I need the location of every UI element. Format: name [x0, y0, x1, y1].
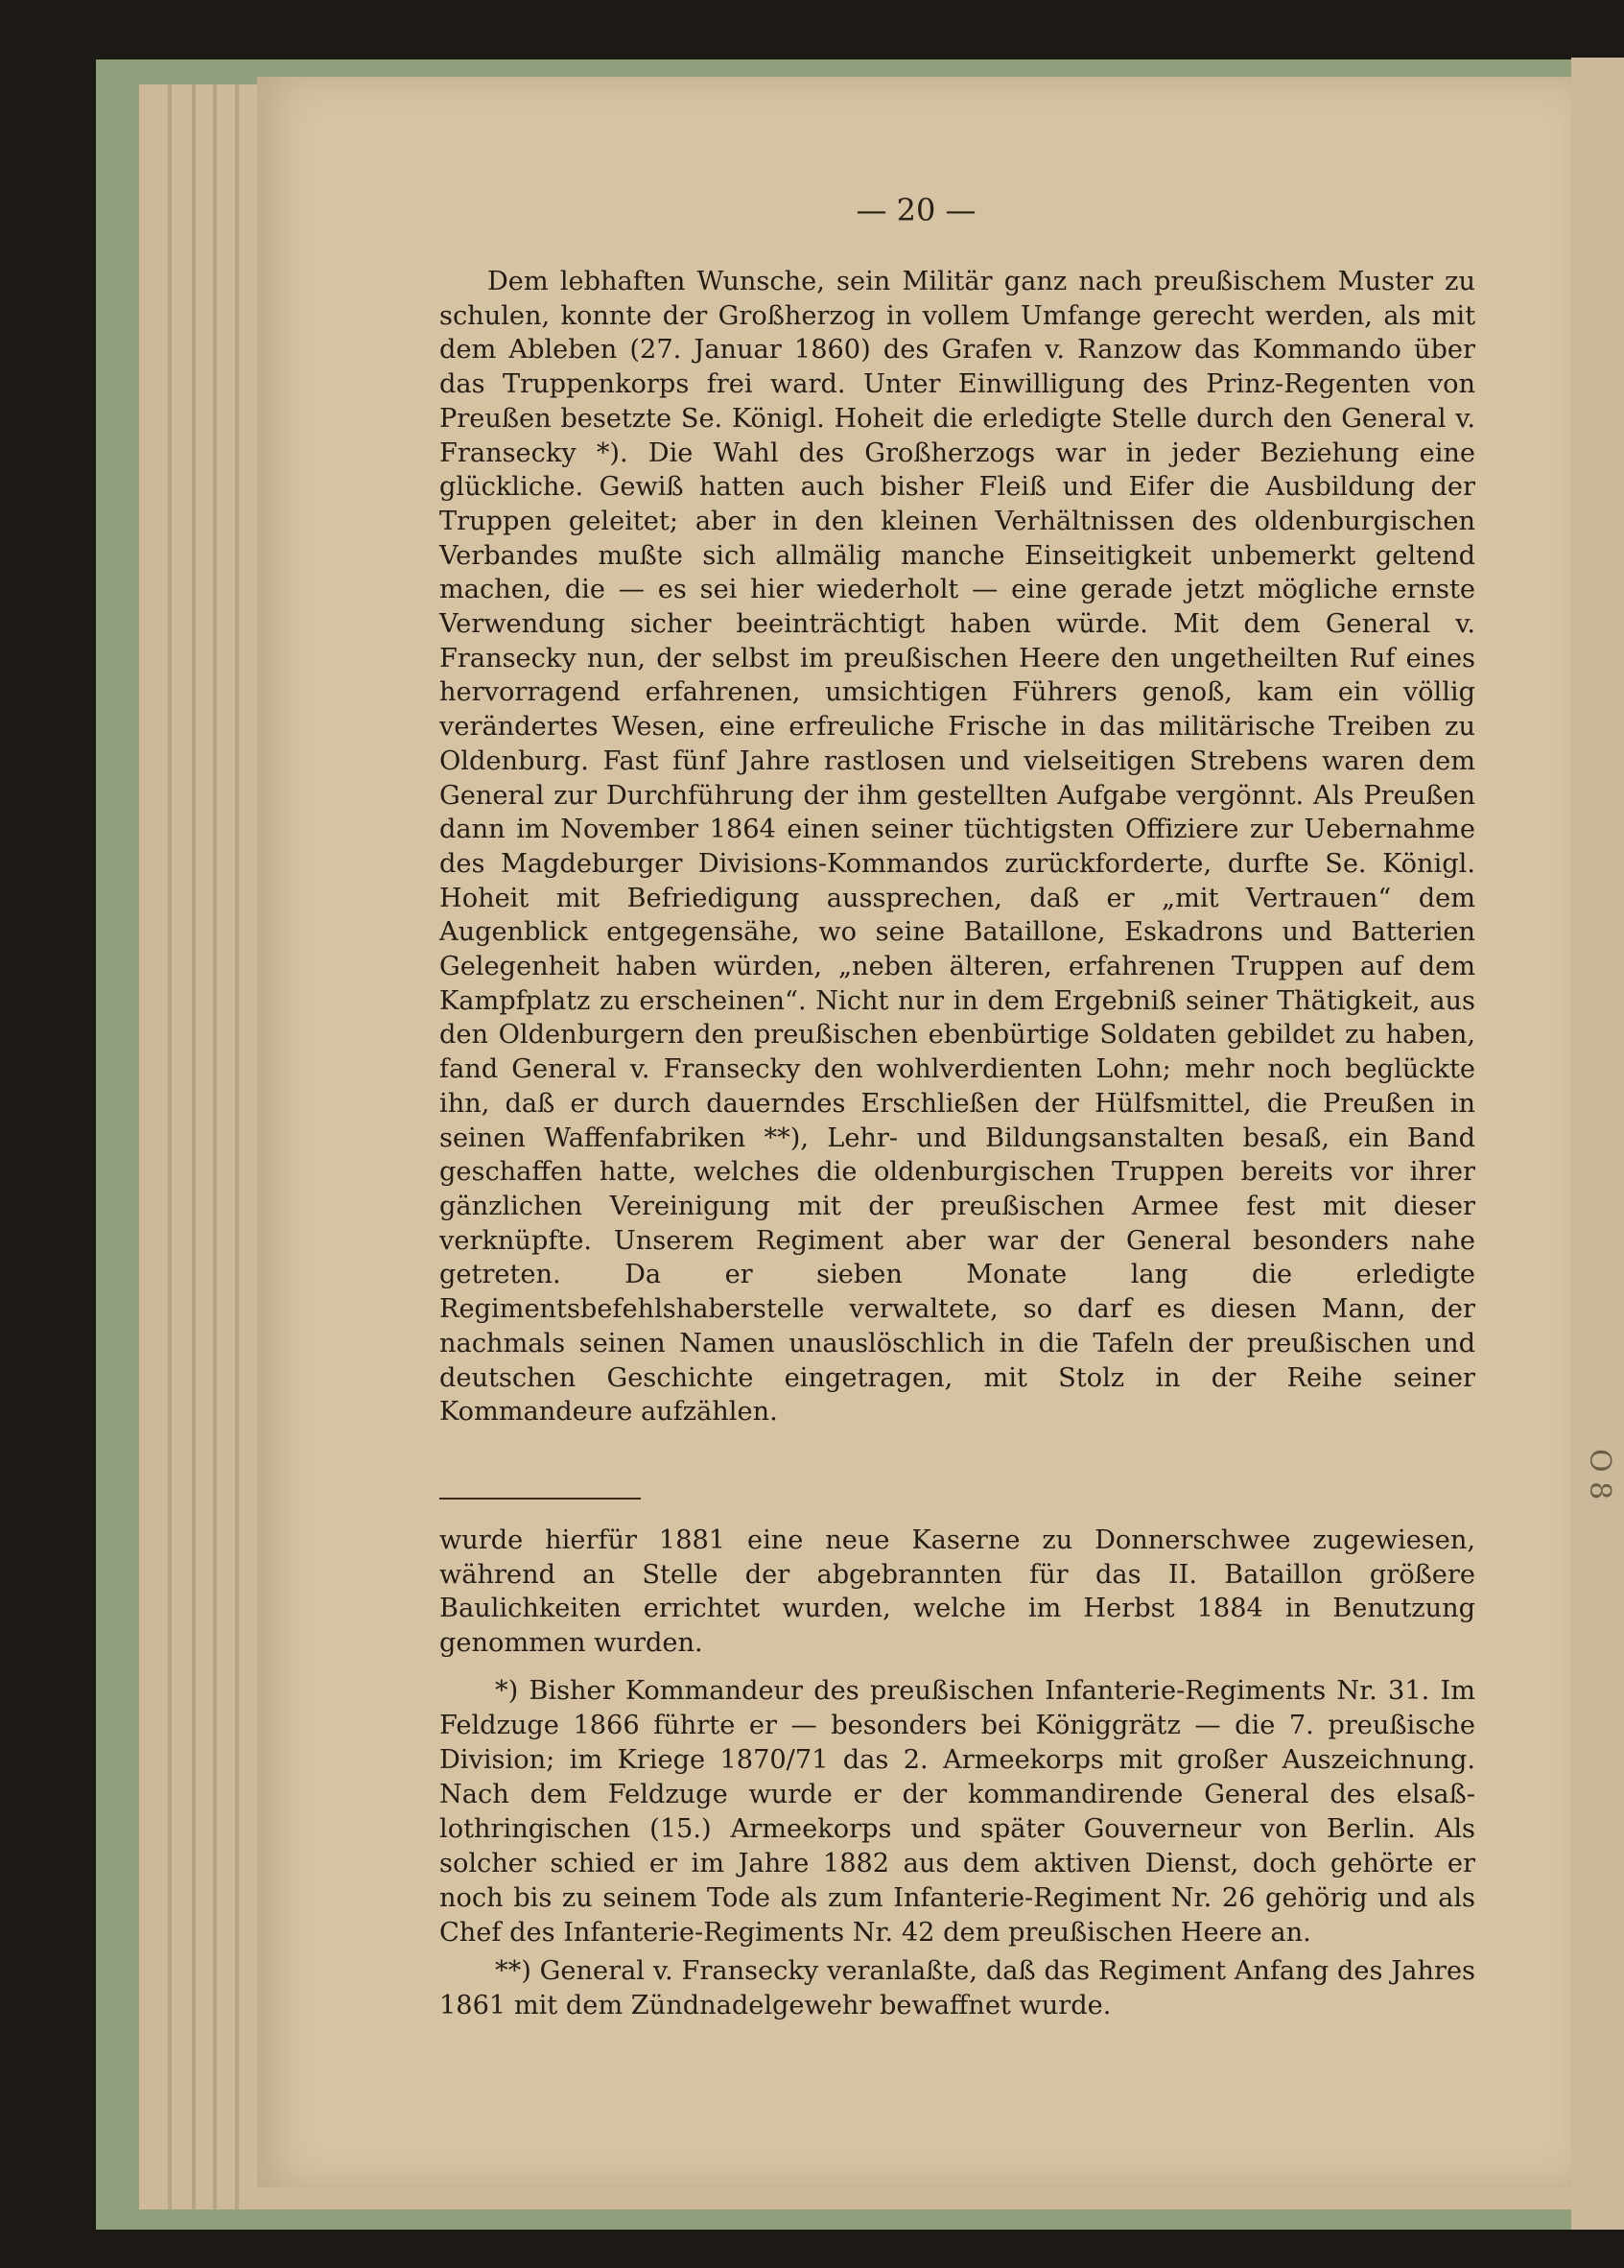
footnote-2: **) General v. Fransecky veranlaßte, daß das Regiment Anfang des Jahres 1861 mit dem Zündnadelgewehr bewaffnet wurde. [439, 1956, 1475, 2020]
facing-page-strip [1571, 58, 1624, 2230]
footnotes [439, 1674, 1475, 2027]
footnote-continuation-text: wurde hierfür 1881 eine neue Kaserne zu Donnerschwee zugewiesen, während an Stelle der abgebrannten für das II. Bataillon größere Baulichkeiten errichtet wurden, welche im Herbst 1884 in Benutzung genommen wurden. [439, 1525, 1475, 1659]
page-edge-line [235, 84, 239, 2209]
page-edge-line [213, 84, 217, 2209]
page-number: — 20 — [856, 192, 977, 228]
main-text [439, 265, 1475, 1429]
margin-marks: O 8 [1583, 1449, 1616, 1500]
footnote-1: *) Bisher Kommandeur des preußischen Infanterie-Regiments Nr. 31. Im Feldzuge 1866 führte er — besonders bei Königgrätz — die 7. preußische Division; im Kriege 1870/71 das 2. Armeekorps mit großer Auszeichnung. Nach dem Feldzuge wurde er der kommandirende General des elsaß-lothringischen (15.) Armeekorps und später Gouverneur von Berlin. Als solcher schied er im Jahre 1882 aus dem aktiven Dienst, doch gehörte er noch bis zu seinem Tode als zum Infanterie-Regiment Nr. 26 gehörig und als Chef des Infanterie-Regiments Nr. 42 dem preußischen Heere an. [439, 1676, 1475, 1948]
footnote-continuation [439, 1524, 1475, 1661]
footnote-rule [439, 1498, 641, 1500]
body-paragraph: Dem lebhaften Wunsche, sein Militär ganz nach preußischem Muster zu schulen, konnte der Großherzog in vollem Umfange gerecht werden, als mit dem Ableben (27. Januar 1860) des Grafen v. Ranzow das Kommando über das Truppenkorps frei ward. Unter Einwilligung des Prinz-Regenten von Preußen besetzte Se. Königl. Hoheit die erledigte Stelle durch den General v. Fransecky *). Die Wahl des Großherzogs war in jeder Beziehung eine glückliche. Gewiß hatten auch bisher Fleiß und Eifer die Ausbildung der Truppen geleitet; aber in den kleinen Verhältnissen des oldenburgischen Verbandes mußte sich allmälig manche Einseitigkeit unbemerkt geltend machen, die — es sei hier wiederholt — eine gerade jetzt mögliche ernste Verwendung sicher beeinträchtigt haben würde. Mit dem General v. Fransecky nun, der selbst im preußischen Heere den ungetheilten Ruf eines hervorragend erfahrenen, umsichtigen Führers genoß, kam ein völlig verändertes Wesen, eine erfreuliche Frische in das militärische Treiben zu Oldenburg. Fast fünf Jahre rastlosen und vielseitigen Strebens waren dem General zur Durchführung der ihm gestellten Aufgabe vergönnt. Als Preußen dann im November 1864 einen seiner tüchtigsten Offiziere zur Uebernahme des Magdeburger Divisions-Kommandos zurückforderte, durfte Se. Königl. Hoheit mit Befriedigung aussprechen, daß er „mit Vertrauen“ dem Augenblick entgegensähe, wo seine Bataillone, Eskadrons und Batterien Gelegenheit haben würden, „neben älteren, erfahrenen Truppen auf dem Kampfplatz zu erscheinen“. Nicht nur in dem Ergebniß seiner Thätigkeit, aus den Oldenburgern den preußischen ebenbürtige Soldaten gebildet zu haben, fand General v. Fransecky den wohlverdienten Lohn; mehr noch beglückte ihn, daß er durch dauerndes Erschließen der Hülfsmittel, die Preußen in seinen Waffenfabriken **), Lehr- und Bildungsanstalten besaß, ein Band geschaffen hatte, welches die oldenburgischen Truppen bereits vor ihrer gänzlichen Vereinigung mit der preußischen Armee fest mit dieser verknüpfte. Unserem Regiment aber war der General besonders nahe getreten. Da er sieben Monate lang die erledigte Regimentsbefehlshaberstelle verwaltete, so darf es diesen Mann, der nachmals seinen Namen unauslöschlich in die Tafeln der preußischen und deutschen Geschichte eingetragen, mit Stolz in der Reihe seiner Kommandeure aufzählen. [439, 267, 1475, 1428]
page-edge-line [168, 84, 172, 2209]
page-edge-line [192, 84, 196, 2209]
